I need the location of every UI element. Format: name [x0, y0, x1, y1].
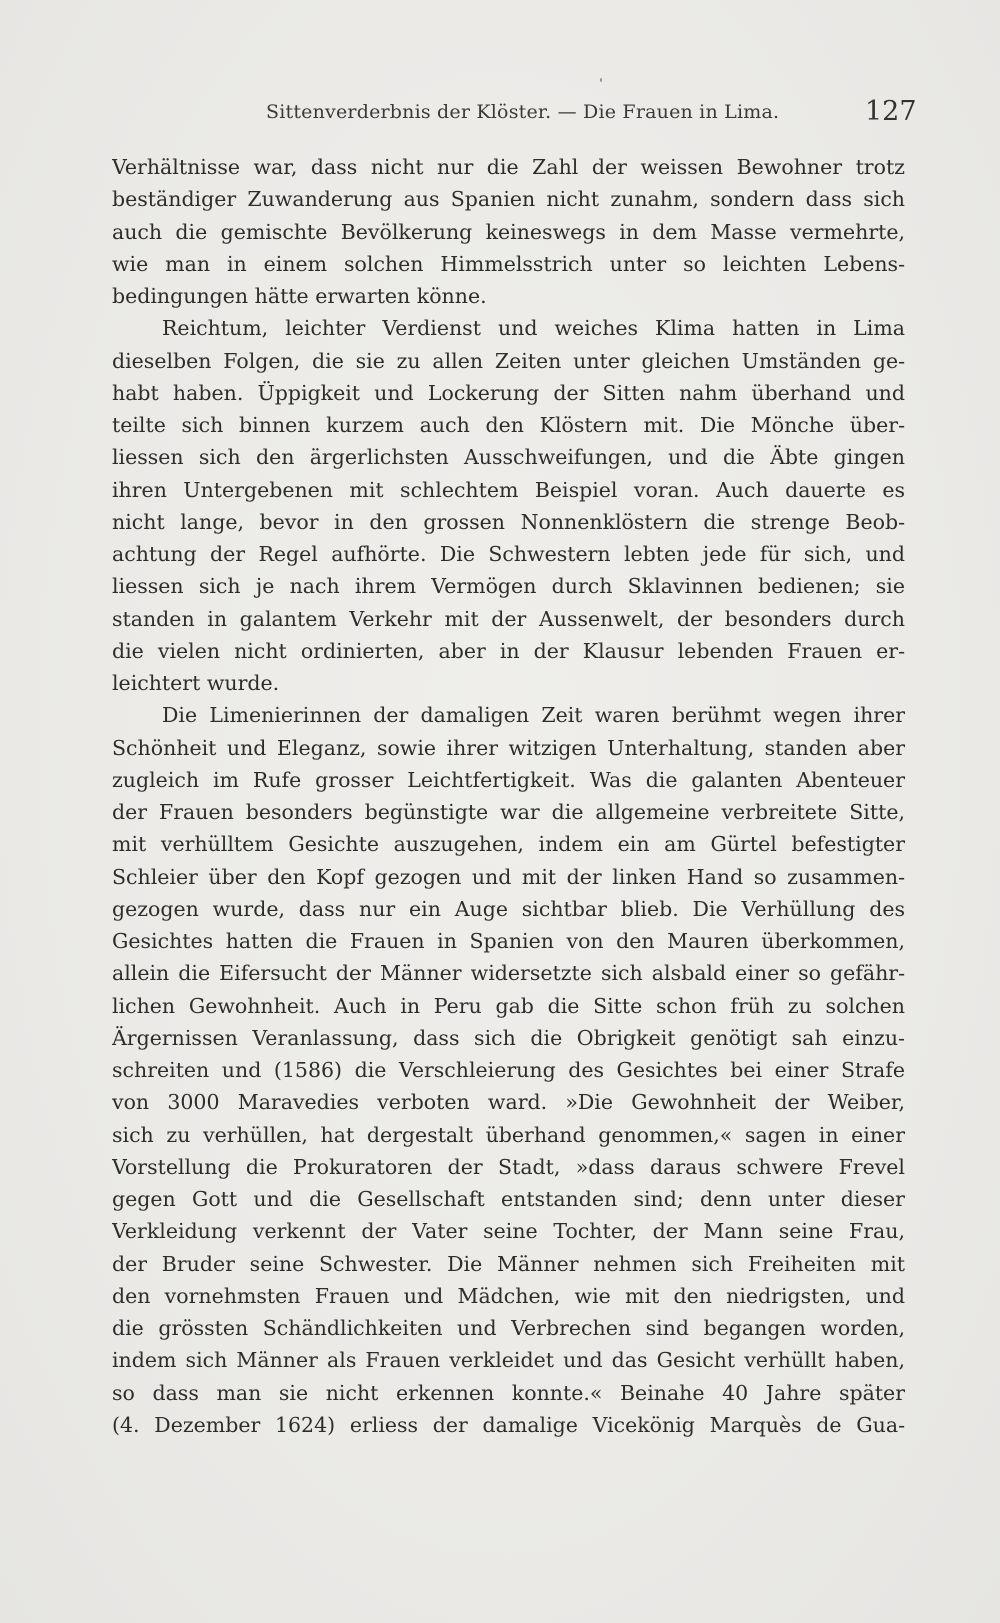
- text-line: bedingungen hätte erwarten könne.: [112, 284, 487, 308]
- text-line: von 3000 Maravedies verboten ward. »Die Gewohnheit der Weiber,: [112, 1090, 905, 1115]
- text-line: die grössten Schändlichkeiten und Verbrechen sind begangen worden,: [112, 1316, 905, 1340]
- text-line: Ärgernissen Veranlassung, dass sich die Obrigkeit genötigt sah einzu-: [112, 1025, 905, 1050]
- text-line: dieselben Folgen, die sie zu allen Zeiten unter gleichen Umständen ge-: [112, 348, 905, 373]
- text-line: nicht lange, bevor in den grossen Nonnenklöstern die strenge Beob-: [112, 509, 905, 534]
- text-line: die vielen nicht ordinierten, aber in der Klausur lebenden Frauen er-: [112, 638, 905, 663]
- text-line: gezogen wurde, dass nur ein Auge sichtbar blieb. Die Verhüllung des: [112, 896, 905, 921]
- text-line: teilte sich binnen kurzem auch den Klöstern mit. Die Mönche über-: [112, 413, 905, 437]
- text-line: beständiger Zuwanderung aus Spanien nicht zunahm, sondern dass sich: [112, 187, 905, 212]
- text-line: liessen sich den ärgerlichsten Ausschweifungen, und die Äbte gingen: [112, 445, 905, 470]
- text-line: standen in galantem Verkehr mit der Aussenwelt, der besonders durch: [112, 606, 905, 631]
- text-line: wie man in einem solchen Himmelsstrich unter so leichten Lebens-: [112, 251, 905, 276]
- text-line: lichen Gewohnheit. Auch in Peru gab die Sitte schon früh zu solchen: [112, 993, 905, 1018]
- text-line: leichtert wurde.: [112, 671, 280, 695]
- text-line: mit verhülltem Gesichte auszugehen, indem ein am Gürtel befestigter: [112, 832, 905, 857]
- text-line: Gesichtes hatten die Frauen in Spanien von den Mauren überkommen,: [112, 929, 905, 953]
- text-line: auch die gemischte Bevölkerung keineswegs in dem Masse vermehrte,: [112, 219, 905, 244]
- text-line: der Frauen besonders begünstigte war die allgemeine verbreitete Sitte,: [112, 800, 905, 824]
- page-number: 127: [865, 96, 917, 127]
- text-line: ihren Untergebenen mit schlechtem Beispiel voran. Auch dauerte es: [112, 477, 905, 502]
- text-line: Reichtum, leichter Verdienst und weiches Klima hatten in Lima: [162, 316, 905, 341]
- text-line: sich zu verhüllen, hat dergestalt überhand genommen,« sagen in einer: [112, 1122, 905, 1147]
- text-line: achtung der Regel aufhörte. Die Schwestern lebten jede für sich, und: [112, 542, 905, 566]
- text-line: Schönheit und Eleganz, sowie ihrer witzigen Unterhaltung, standen aber: [112, 735, 905, 760]
- running-head: Sittenverderbnis der Klöster. — Die Frauen in Lima.: [266, 101, 780, 123]
- paper-speck: [600, 78, 602, 82]
- text-line: habt haben. Üppigkeit und Lockerung der Sitten nahm überhand und: [112, 380, 905, 405]
- text-line: (4. Dezember 1624) erliess der damalige Vicekönig Marquès de Gua-: [112, 1412, 905, 1437]
- text-line: liessen sich je nach ihrem Vermögen durch Sklavinnen bedienen; sie: [112, 574, 905, 599]
- text-line: schreiten und (1586) die Verschleierung des Gesichtes bei einer Strafe: [112, 1058, 905, 1082]
- text-line: Vorstellung die Prokuratoren der Stadt, »dass daraus schwere Frevel: [112, 1154, 905, 1179]
- text-line: gegen Gott und die Gesellschaft entstanden sind; denn unter dieser: [112, 1187, 905, 1211]
- text-line: zugleich im Rufe grosser Leichtfertigkeit. Was die galanten Abenteuer: [112, 767, 905, 792]
- text-line: Verhältnisse war, dass nicht nur die Zahl der weissen Bewohner trotz: [112, 155, 905, 179]
- text-line: den vornehmsten Frauen und Mädchen, wie mit den niedrigsten, und: [112, 1283, 905, 1308]
- text-line: so dass man sie nicht erkennen konnte.« Beinahe 40 Jahre später: [112, 1380, 905, 1405]
- text-line: Schleier über den Kopf gezogen und mit der linken Hand so zusammen-: [112, 864, 905, 889]
- text-line: allein die Eifersucht der Männer widersetzte sich alsbald einer so gefähr-: [112, 961, 905, 986]
- text-line: Die Limenierinnen der damaligen Zeit waren berühmt wegen ihrer: [162, 703, 905, 728]
- text-line: Verkleidung verkennt der Vater seine Tochter, der Mann seine Frau,: [112, 1219, 905, 1244]
- text-line: indem sich Männer als Frauen verkleidet und das Gesicht verhüllt haben,: [112, 1348, 905, 1373]
- body-text: [112, 151, 905, 1441]
- text-line: der Bruder seine Schwester. Die Männer nehmen sich Freiheiten mit: [112, 1251, 905, 1276]
